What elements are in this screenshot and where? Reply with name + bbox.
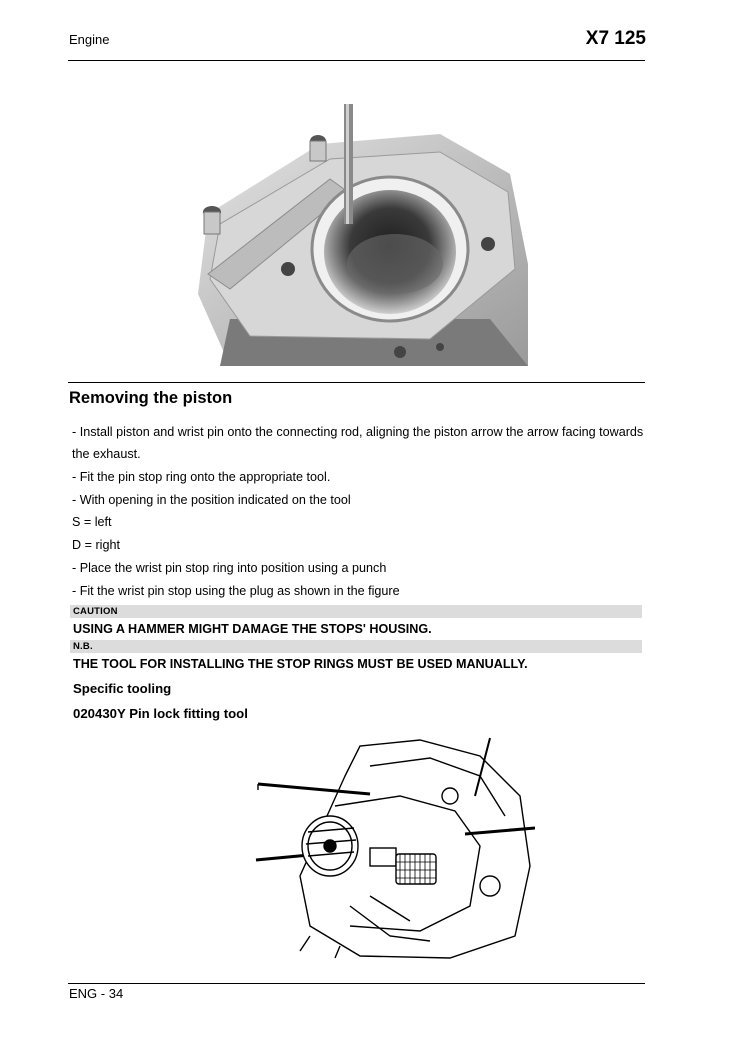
section-title: Removing the piston <box>69 389 233 407</box>
header-model: X7 125 <box>585 28 646 49</box>
step-line: D = right <box>72 538 120 552</box>
page-number: ENG - 34 <box>69 986 124 1001</box>
caution-text: USING A HAMMER MIGHT DAMAGE THE STOPS' HOUSING. <box>73 622 432 636</box>
caution-band <box>70 605 642 618</box>
step-line: the exhaust. <box>72 447 141 461</box>
footer-rule <box>68 983 645 984</box>
caution-label: CAUTION <box>73 606 118 617</box>
nb-text: THE TOOL FOR INSTALLING THE STOP RINGS MUST BE USED MANUALLY. <box>73 657 528 671</box>
tooling-item: 020430Y Pin lock fitting tool <box>73 706 248 721</box>
header-rule <box>68 60 645 61</box>
step-line: - Fit the pin stop ring onto the appropriate tool. <box>72 470 331 484</box>
step-line: - Fit the wrist pin stop using the plug as shown in the figure <box>72 584 400 598</box>
step-line: S = left <box>72 515 112 529</box>
section-rule <box>68 382 645 383</box>
nb-band <box>70 640 642 653</box>
step-line: - Place the wrist pin stop ring into position using a punch <box>72 561 387 575</box>
tool-fitting-drawing <box>250 736 535 962</box>
header-section: Engine <box>69 32 110 47</box>
step-line: - With opening in the position indicated on the tool <box>72 493 351 507</box>
cylinder-photo <box>190 104 530 366</box>
tooling-heading: Specific tooling <box>73 681 172 696</box>
nb-label: N.B. <box>73 641 93 652</box>
step-line: - Install piston and wrist pin onto the connecting rod, aligning the piston arrow the arrow facing towards <box>72 425 644 439</box>
